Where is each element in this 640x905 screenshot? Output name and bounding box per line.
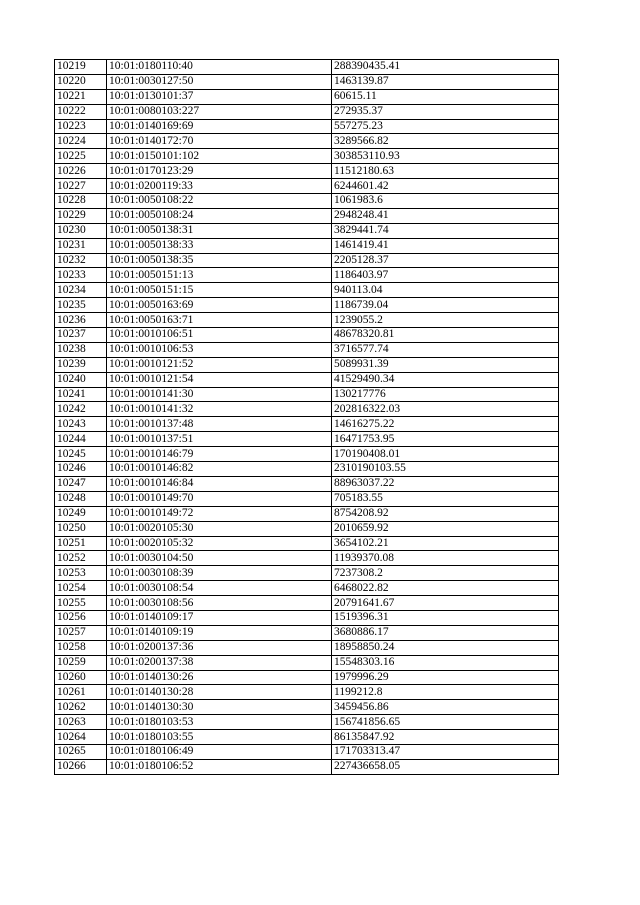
cadastral-number-cell: 10:01:0010149:72 [107,506,332,521]
table-row [55,283,559,298]
cadastral-number-cell: 10:01:0200137:36 [107,640,332,655]
table-row [55,179,559,194]
cadastral-number-cell: 10:01:0150101:102 [107,149,332,164]
value-cell: 3680886.17 [332,625,559,640]
cadastral-number-cell: 10:01:0140109:17 [107,610,332,625]
cadastral-number-cell: 10:01:0030108:56 [107,596,332,611]
row-number-cell: 10263 [55,715,107,730]
cadastral-number-cell: 10:01:0020105:30 [107,521,332,536]
value-cell: 156741856.65 [332,715,559,730]
cadastral-number-cell: 10:01:0030127:50 [107,74,332,89]
row-number-cell: 10262 [55,700,107,715]
table-row [55,104,559,119]
table-row [55,342,559,357]
row-number-cell: 10259 [55,655,107,670]
cadastral-number-cell: 10:01:0030108:54 [107,581,332,596]
table-row [55,372,559,387]
table-row [55,387,559,402]
table-row [55,581,559,596]
table-row [55,194,559,209]
row-number-cell: 10264 [55,730,107,745]
cadastral-number-cell: 10:01:0140109:19 [107,625,332,640]
row-number-cell: 10226 [55,164,107,179]
table-row [55,700,559,715]
row-number-cell: 10261 [55,685,107,700]
cadastral-number-cell: 10:01:0180106:52 [107,759,332,774]
table-row [55,596,559,611]
table-row [55,625,559,640]
cadastral-number-cell: 10:01:0010141:30 [107,387,332,402]
row-number-cell: 10248 [55,491,107,506]
cadastral-number-cell: 10:01:0140130:30 [107,700,332,715]
data-table [54,59,559,775]
row-number-cell: 10265 [55,744,107,759]
cadastral-number-cell: 10:01:0200137:38 [107,655,332,670]
row-number-cell: 10224 [55,134,107,149]
cadastral-number-cell: 10:01:0050151:15 [107,283,332,298]
cadastral-number-cell: 10:01:0050138:33 [107,238,332,253]
table-row [55,759,559,774]
table-row [55,313,559,328]
value-cell: 272935.37 [332,104,559,119]
value-cell: 130217776 [332,387,559,402]
row-number-cell: 10229 [55,208,107,223]
value-cell: 8754208.92 [332,506,559,521]
table-row [55,685,559,700]
row-number-cell: 10245 [55,447,107,462]
table-row [55,640,559,655]
row-number-cell: 10231 [55,238,107,253]
table-row [55,744,559,759]
table-row [55,402,559,417]
cadastral-number-cell: 10:01:0170123:29 [107,164,332,179]
value-cell: 1461419.41 [332,238,559,253]
table-row [55,119,559,134]
row-number-cell: 10240 [55,372,107,387]
row-number-cell: 10223 [55,119,107,134]
cadastral-number-cell: 10:01:0010141:32 [107,402,332,417]
value-cell: 170190408.01 [332,447,559,462]
value-cell: 1199212.8 [332,685,559,700]
cadastral-number-cell: 10:01:0010146:84 [107,476,332,491]
cadastral-number-cell: 10:01:0010146:82 [107,462,332,477]
value-cell: 3459456.86 [332,700,559,715]
table-row [55,551,559,566]
value-cell: 2010659.92 [332,521,559,536]
table-row [55,476,559,491]
cadastral-number-cell: 10:01:0010121:52 [107,357,332,372]
cadastral-number-cell: 10:01:0010137:48 [107,417,332,432]
table-row [55,521,559,536]
row-number-cell: 10266 [55,759,107,774]
value-cell: 18958850.24 [332,640,559,655]
value-cell: 288390435.41 [332,60,559,75]
row-number-cell: 10244 [55,432,107,447]
value-cell: 48678320.81 [332,328,559,343]
cadastral-number-cell: 10:01:0010106:51 [107,328,332,343]
row-number-cell: 10227 [55,179,107,194]
value-cell: 2205128.37 [332,253,559,268]
row-number-cell: 10250 [55,521,107,536]
value-cell: 1186403.97 [332,268,559,283]
value-cell: 88963037.22 [332,476,559,491]
table-row [55,730,559,745]
row-number-cell: 10247 [55,476,107,491]
row-number-cell: 10241 [55,387,107,402]
cadastral-number-cell: 10:01:0050163:69 [107,298,332,313]
table-row [55,164,559,179]
value-cell: 171703313.47 [332,744,559,759]
value-cell: 227436658.05 [332,759,559,774]
table-body [55,60,559,775]
value-cell: 60615.11 [332,89,559,104]
value-cell: 1186739.04 [332,298,559,313]
cadastral-number-cell: 10:01:0020105:32 [107,536,332,551]
row-number-cell: 10243 [55,417,107,432]
value-cell: 14616275.22 [332,417,559,432]
value-cell: 20791641.67 [332,596,559,611]
value-cell: 705183.55 [332,491,559,506]
row-number-cell: 10252 [55,551,107,566]
value-cell: 1061983.6 [332,194,559,209]
cadastral-number-cell: 10:01:0180110:40 [107,60,332,75]
value-cell: 5089931.39 [332,357,559,372]
value-cell: 1519396.31 [332,610,559,625]
cadastral-number-cell: 10:01:0180103:55 [107,730,332,745]
row-number-cell: 10237 [55,328,107,343]
row-number-cell: 10233 [55,268,107,283]
value-cell: 1463139.87 [332,74,559,89]
row-number-cell: 10234 [55,283,107,298]
table-row [55,208,559,223]
cadastral-number-cell: 10:01:0140172:70 [107,134,332,149]
cadastral-number-cell: 10:01:0130101:37 [107,89,332,104]
row-number-cell: 10220 [55,74,107,89]
table-row [55,447,559,462]
table-row [55,223,559,238]
cadastral-number-cell: 10:01:0050163:71 [107,313,332,328]
cadastral-number-cell: 10:01:0010149:70 [107,491,332,506]
table-row [55,89,559,104]
value-cell: 3829441.74 [332,223,559,238]
row-number-cell: 10257 [55,625,107,640]
row-number-cell: 10235 [55,298,107,313]
value-cell: 1979996.29 [332,670,559,685]
value-cell: 2948248.41 [332,208,559,223]
table-row [55,60,559,75]
table-row [55,566,559,581]
cadastral-number-cell: 10:01:0050108:22 [107,194,332,209]
row-number-cell: 10228 [55,194,107,209]
cadastral-number-cell: 10:01:0010146:79 [107,447,332,462]
table-row [55,506,559,521]
cadastral-number-cell: 10:01:0050108:24 [107,208,332,223]
table-row [55,328,559,343]
value-cell: 3716577.74 [332,342,559,357]
cadastral-number-cell: 10:01:0200119:33 [107,179,332,194]
cadastral-number-cell: 10:01:0140130:28 [107,685,332,700]
cadastral-number-cell: 10:01:0010121:54 [107,372,332,387]
row-number-cell: 10232 [55,253,107,268]
table-row [55,432,559,447]
value-cell: 202816322.03 [332,402,559,417]
table-row [55,253,559,268]
row-number-cell: 10253 [55,566,107,581]
row-number-cell: 10239 [55,357,107,372]
table-row [55,149,559,164]
row-number-cell: 10219 [55,60,107,75]
row-number-cell: 10246 [55,462,107,477]
table-row [55,610,559,625]
table-row [55,74,559,89]
cadastral-number-cell: 10:01:0050138:35 [107,253,332,268]
row-number-cell: 10236 [55,313,107,328]
value-cell: 303853110.93 [332,149,559,164]
value-cell: 2310190103.55 [332,462,559,477]
value-cell: 41529490.34 [332,372,559,387]
row-number-cell: 10238 [55,342,107,357]
table-row [55,655,559,670]
row-number-cell: 10249 [55,506,107,521]
row-number-cell: 10221 [55,89,107,104]
value-cell: 11512180.63 [332,164,559,179]
value-cell: 7237308.2 [332,566,559,581]
cadastral-number-cell: 10:01:0050151:13 [107,268,332,283]
cadastral-number-cell: 10:01:0180106:49 [107,744,332,759]
table-row [55,268,559,283]
cadastral-number-cell: 10:01:0180103:53 [107,715,332,730]
table-row [55,417,559,432]
cadastral-number-cell: 10:01:0140169:69 [107,119,332,134]
value-cell: 1239055.2 [332,313,559,328]
table-row [55,298,559,313]
row-number-cell: 10258 [55,640,107,655]
table-row [55,670,559,685]
table-row [55,238,559,253]
value-cell: 6468022.82 [332,581,559,596]
value-cell: 86135847.92 [332,730,559,745]
table-row [55,715,559,730]
row-number-cell: 10242 [55,402,107,417]
value-cell: 3289566.82 [332,134,559,149]
table-row [55,491,559,506]
cadastral-number-cell: 10:01:0010106:53 [107,342,332,357]
value-cell: 3654102.21 [332,536,559,551]
table-row [55,134,559,149]
row-number-cell: 10255 [55,596,107,611]
cadastral-number-cell: 10:01:0030104:50 [107,551,332,566]
value-cell: 11939370.08 [332,551,559,566]
row-number-cell: 10254 [55,581,107,596]
row-number-cell: 10251 [55,536,107,551]
value-cell: 16471753.95 [332,432,559,447]
row-number-cell: 10256 [55,610,107,625]
cadastral-number-cell: 10:01:0050138:31 [107,223,332,238]
value-cell: 557275.23 [332,119,559,134]
table-row [55,357,559,372]
table-row [55,536,559,551]
value-cell: 15548303.16 [332,655,559,670]
row-number-cell: 10260 [55,670,107,685]
row-number-cell: 10230 [55,223,107,238]
cadastral-number-cell: 10:01:0140130:26 [107,670,332,685]
row-number-cell: 10222 [55,104,107,119]
cadastral-number-cell: 10:01:0080103:227 [107,104,332,119]
cadastral-number-cell: 10:01:0030108:39 [107,566,332,581]
value-cell: 940113.04 [332,283,559,298]
cadastral-number-cell: 10:01:0010137:51 [107,432,332,447]
value-cell: 6244601.42 [332,179,559,194]
row-number-cell: 10225 [55,149,107,164]
table-row [55,462,559,477]
